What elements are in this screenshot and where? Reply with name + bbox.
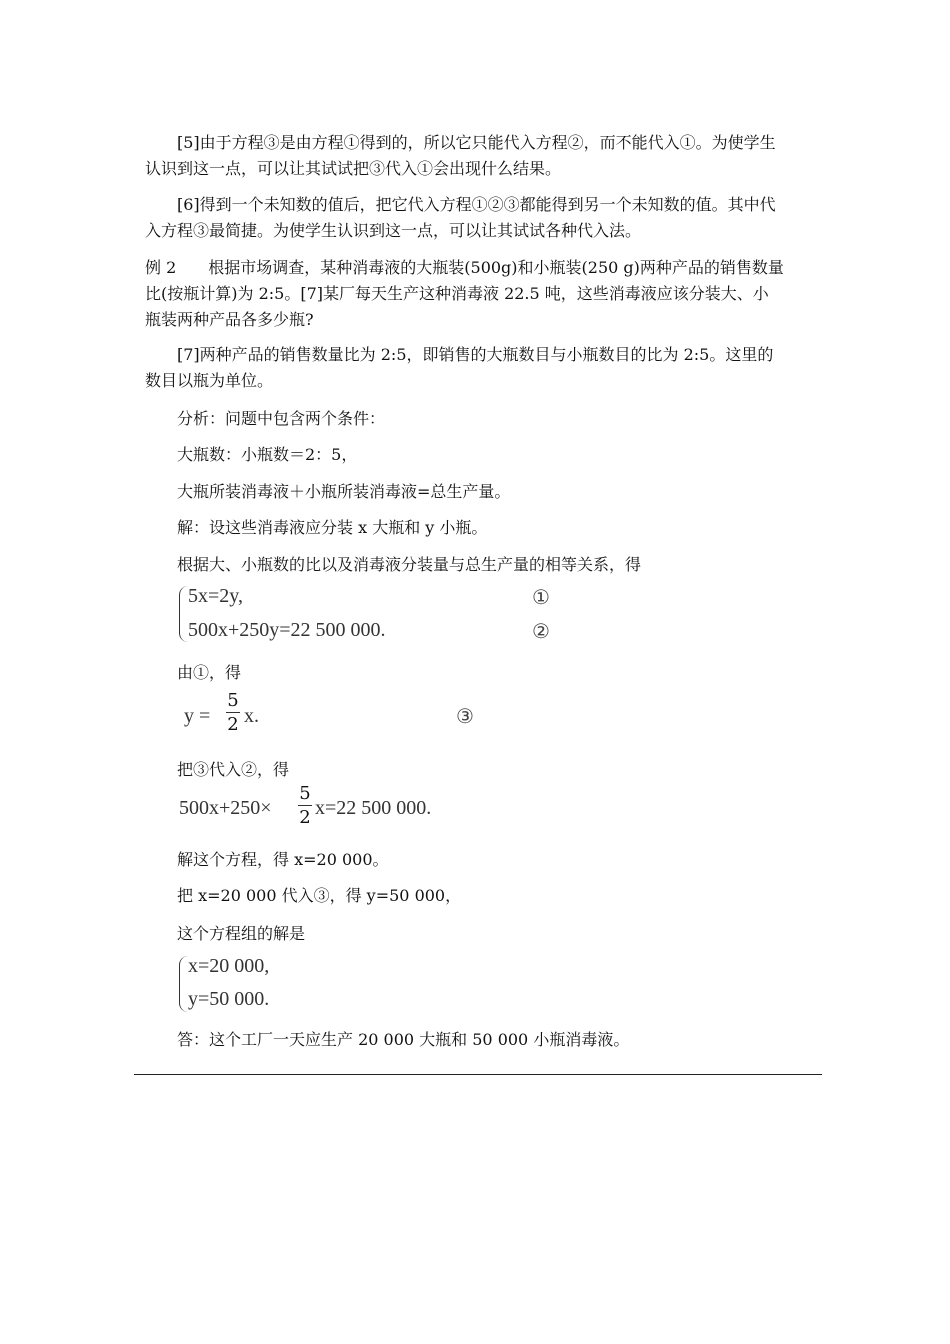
equation-3-rhs: x. [244, 705, 259, 727]
solution-y: y=50 000. [188, 988, 270, 1010]
equation-2: 500x+250y=22 500 000. [188, 619, 386, 641]
equation-4-rhs: x=22 500 000. [315, 797, 432, 819]
equation-1: 5x=2y, [188, 585, 243, 607]
equation-4-numerator: 5 [299, 783, 311, 804]
solution-intro: 这个方程组的解是 [177, 924, 306, 943]
system-brace-1 [179, 586, 188, 642]
paragraph-note-5-line2: 认识到这一点，可以让其试试把③代入①会出现什么结果。 [145, 159, 562, 178]
bottom-divider [134, 1074, 822, 1075]
paragraph-note-6-line2: 入方程③最简捷。为使学生认识到这一点，可以让其试试各种代入法。 [145, 221, 642, 240]
equation-label-2: ② [532, 619, 550, 643]
equation-4-fraction [298, 783, 312, 828]
fraction-bar [298, 805, 312, 806]
substitute-text: 把③代入②，得 [177, 760, 290, 779]
fraction-bar [226, 712, 240, 713]
solution-setup: 解：设这些消毒液应分装 x 大瓶和 y 小瓶。 [177, 518, 488, 537]
paragraph-note-5-line1: [5]由于方程③是由方程①得到的，所以它只能代入方程②，而不能代入①。为使学生 [177, 133, 776, 152]
solution-relation: 根据大、小瓶数的比以及消毒液分装量与总生产量的相等关系，得 [177, 555, 642, 574]
equation-4-lhs: 500x+250× [179, 797, 272, 819]
from-eq1-text: 由①，得 [177, 663, 242, 682]
system-brace-2 [179, 956, 188, 1012]
paragraph-note-7-line2: 数目以瓶为单位。 [145, 371, 274, 390]
condition-ratio: 大瓶数：小瓶数＝2：5， [177, 445, 358, 464]
condition-total: 大瓶所装消毒液＋小瓶所装消毒液=总生产量。 [177, 482, 511, 501]
paragraph-note-7-line1: [7]两种产品的销售数量比为 2:5，即销售的大瓶数目与小瓶数目的比为 2:5。这里的 [177, 345, 774, 364]
paragraph-note-6-line1: [6]得到一个未知数的值后，把它代入方程①②③都能得到另一个未知数的值。其中代 [177, 195, 776, 214]
equation-3-numerator: 5 [227, 690, 239, 711]
equation-3-fraction [226, 690, 240, 735]
equation-3-denominator: 2 [227, 714, 239, 735]
solution-x: x=20 000, [188, 955, 270, 977]
equation-label-3: ③ [456, 704, 474, 728]
example-2-line3: 瓶装两种产品各多少瓶? [145, 310, 314, 329]
equation-label-1: ① [532, 585, 550, 609]
solve-y-text: 把 x=20 000 代入③，得 y=50 000， [177, 886, 462, 905]
example-2-line1: 例 2 根据市场调查，某种消毒液的大瓶装(500g)和小瓶装(250 g)两种产品的销售数量 [145, 258, 784, 277]
analysis-heading: 分析：问题中包含两个条件： [177, 409, 386, 428]
example-2-line2: 比(按瓶计算)为 2:5。[7]某厂每天生产这种消毒液 22.5 吨，这些消毒液应该分装大、小 [145, 284, 769, 303]
solve-x-text: 解这个方程，得 x=20 000。 [177, 850, 389, 869]
answer-text: 答：这个工厂一天应生产 20 000 大瓶和 50 000 小瓶消毒液。 [177, 1030, 630, 1049]
equation-3-lhs: y = [184, 705, 211, 727]
equation-4-denominator: 2 [299, 807, 311, 828]
